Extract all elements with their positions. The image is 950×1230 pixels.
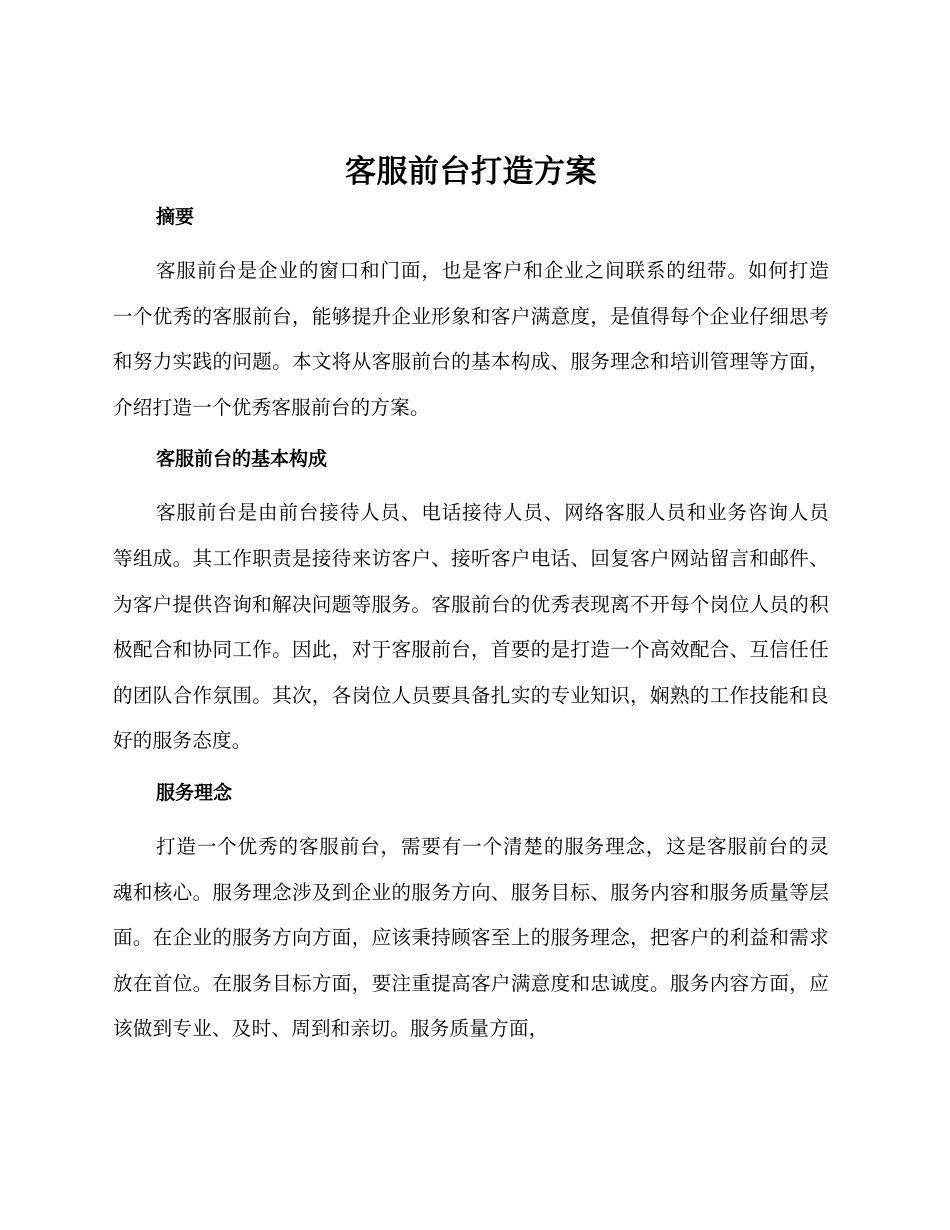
section-service-philosophy <box>113 778 829 1052</box>
document-title: 客服前台打造方案 <box>345 154 597 190</box>
section-paragraph: 客服前台是由前台接待人员、电话接待人员、网络客服人员和业务咨询人员等组成。其工作职责是接待来访客户、接听客户电话、回复客户网站留言和邮件、为客户提供咨询和解决问题等服务。客服前台的优秀表现离不开每个岗位人员的积极配合和协同工作。因此，对于客服前台，首要的是打造一个高效配合、互信任任的团队合作氛围。其次，各岗位人员要具备扎实的专业知识，娴熟的工作技能和良好的服务态度。 <box>113 501 829 753</box>
section-heading: 客服前台的基本构成 <box>156 448 328 471</box>
document-body <box>113 148 829 1066</box>
section-paragraph: 客服前台是企业的窗口和门面，也是客户和企业之间联系的纽带。如何打造一个优秀的客服前台，能够提升企业形象和客户满意度，是值得每个企业仔细思考和努力实践的问题。本文将从客服前台的基本构成、服务理念和培训管理等方面，介绍打造一个优秀客服前台的方案。 <box>113 259 829 419</box>
section-paragraph: 打造一个优秀的客服前台，需要有一个清楚的服务理念，这是客服前台的灵魂和核心。服务理念涉及到企业的服务方向、服务目标、服务内容和服务质量等层面。在企业的服务方向方面，应该秉持顾客至上的服务理念，把客户的利益和需求放在首位。在服务目标方面，要注重提高客户满意度和忠诚度。服务内容方面，应该做到专业、及时、周到和亲切。服务质量方面， <box>113 834 829 1041</box>
section-heading: 摘要 <box>156 206 195 228</box>
section-abstract <box>113 202 829 430</box>
section-basic-structure <box>113 444 829 764</box>
section-heading: 服务理念 <box>156 781 233 804</box>
